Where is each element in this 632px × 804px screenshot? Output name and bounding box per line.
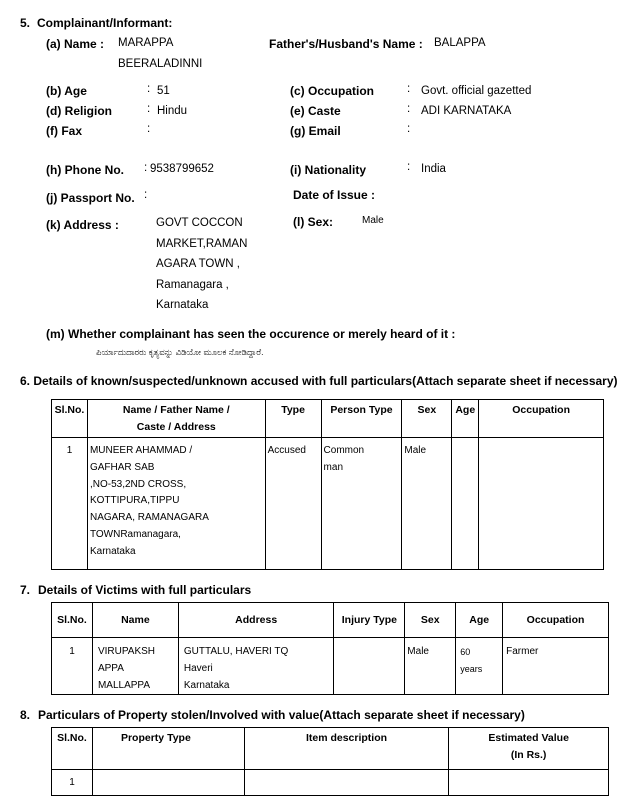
father-name-label: Father's/Husband's Name : [269,37,423,51]
property-value [449,770,609,796]
accused-type: Accused [265,438,321,570]
occupation-value: Govt. official gazetted [421,85,532,97]
accused-line: TOWNRamanagara, [89,528,181,540]
victims-header-age: Age [456,603,503,638]
victim-age-line: 60 [460,647,471,657]
section-8-number: 8. [20,708,31,722]
address-line: GOVT COCCON [156,217,243,229]
accused-table-header [52,400,604,438]
email-colon: : [407,123,411,135]
accused-table [51,399,604,570]
fax-colon: : [147,123,151,135]
property-header-type: Property Type [92,728,244,770]
accused-header-name [87,400,265,438]
seen-occurrence-value: ಪಿರ್ಯಾದುದಾರರು ಕೃತ್ಯವನ್ನು ವಿಡಿಯೋ ಮೂಲಕ ನೋಡಿದ್ದಾರೆ. [96,347,264,357]
religion-value: Hindu [157,105,188,117]
victims-header-name: Name [92,603,178,638]
victims-table-header [52,603,609,638]
victim-slno: 1 [52,638,93,695]
accused-header-type: Type [265,400,321,438]
accused-header-slno: Sl.No. [52,400,88,438]
age-label: (b) Age [46,84,87,98]
age-colon: : [147,83,151,95]
caste-colon: : [407,103,411,115]
property-item [244,770,449,796]
email-label: (g) Email [290,124,341,138]
accused-line: MUNEER AHAMMAD / [89,445,193,456]
occupation-label: (c) Occupation [290,84,375,98]
section-8-title: Particulars of Property stolen/Involved with value(Attach separate sheet if necessary) [38,708,525,722]
passport-colon: : [144,189,148,201]
victim-name-line: VIRUPAKSH [97,646,156,657]
victim-address-line: Haveri [183,662,213,674]
victims-header-sex: Sex [405,603,456,638]
victim-age-line: years [460,663,483,674]
accused-line: GAFHAR SAB [89,461,155,473]
name-value-line2: BEERALADINNI [118,58,203,70]
sex-label: (l) Sex: [293,215,334,229]
victim-injury [334,638,405,695]
victim-occupation: Farmer [503,638,609,695]
victim-age [456,638,503,695]
address-value [156,213,247,316]
nationality-label: (i) Nationality [290,163,367,177]
seen-occurrence-label: (m) Whether complainant has seen the occurence or merely heard of it : [46,327,456,341]
age-value: 51 [157,85,170,97]
victims-table [51,602,609,695]
occupation-colon: : [407,83,411,95]
address-line: AGARA TOWN , [156,258,240,270]
section-5-title: Complainant/Informant: [37,16,173,30]
address-line: Ramanagara , [156,278,229,291]
property-table-header [52,728,609,770]
accused-header-name-line2: Caste / Address [136,421,216,433]
phone-colon: : [144,162,148,174]
accused-name-address [87,438,265,570]
property-slno: 1 [52,770,93,796]
section-7-number: 7. [20,583,31,597]
accused-age [452,438,479,570]
victims-header-address: Address [178,603,334,638]
father-name-value: BALAPPA [434,37,486,49]
accused-line: ,NO-53,2ND CROSS, [89,478,187,490]
address-label: (k) Address : [46,218,119,232]
section-5-number: 5. [20,16,31,30]
victim-name-line: MALLAPPA [97,679,151,691]
property-header-item: Item description [244,728,449,770]
address-line: Karnataka [156,299,209,311]
accused-header-name-line1: Name / Father Name / [122,404,230,416]
phone-value: 9538799652 [150,163,214,175]
table-row [52,438,604,570]
victims-header-slno: Sl.No. [52,603,93,638]
accused-line: Karnataka [89,545,136,557]
accused-sex: Male [402,438,452,570]
victims-header-injury: Injury Type [334,603,405,638]
property-header-value [449,728,609,770]
nationality-value: India [421,163,446,175]
accused-occupation [479,438,604,570]
accused-slno: 1 [52,438,88,570]
victim-address [178,638,334,695]
accused-header-occupation: Occupation [479,400,604,438]
victims-header-occupation: Occupation [503,603,609,638]
fax-label: (f) Fax [46,124,82,138]
property-header-value-line1: Estimated Value [488,732,569,744]
property-type [92,770,244,796]
property-header-value-line2: (In Rs.) [510,749,547,761]
name-label: (a) Name : [46,37,105,51]
victim-sex: Male [405,638,456,695]
accused-person-type [321,438,402,570]
victim-name [92,638,178,695]
accused-person-type-line: man [323,461,343,473]
table-row [52,638,609,695]
phone-label: (h) Phone No. [46,163,124,177]
victim-address-line: GUTTALU, HAVERI TQ [183,646,289,657]
property-table [51,727,609,796]
religion-colon: : [147,103,151,115]
accused-header-age: Age [452,400,479,438]
religion-label: (d) Religion [46,104,112,118]
accused-line: NAGARA, RAMANAGARA [89,512,209,524]
address-line: MARKET,RAMAN [156,237,248,250]
victim-address-line: Karnataka [183,679,230,691]
accused-header-sex: Sex [402,400,452,438]
section-7-title: Details of Victims with full particulars [38,583,252,597]
accused-line: KOTTIPURA,TIPPU [89,495,180,507]
section-6-title: 6. Details of known/suspected/unknown accused with full particulars(Attach separate sheet if necessary) [20,374,618,388]
caste-label: (e) Caste [290,104,341,118]
caste-value: ADI KARNATAKA [421,105,512,117]
name-value: MARAPPA [118,37,174,49]
accused-person-type-line: Common [323,445,365,456]
date-of-issue-label: Date of Issue : [293,188,376,202]
sex-value: Male [362,215,384,226]
victim-name-line: APPA [97,662,124,674]
passport-label: (j) Passport No. [46,191,135,205]
property-header-slno: Sl.No. [52,728,93,770]
table-row [52,770,609,796]
accused-header-person-type: Person Type [321,400,402,438]
nationality-colon: : [407,161,411,173]
